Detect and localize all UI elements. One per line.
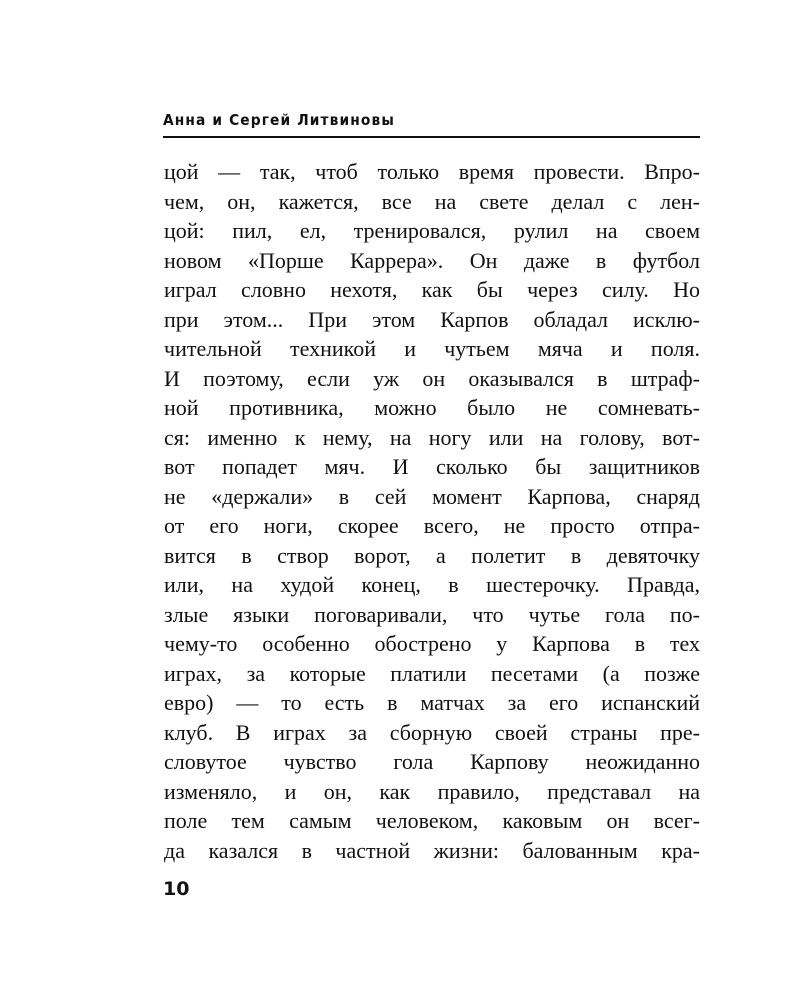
body-text (164, 157, 700, 865)
text-line: от его ноги, скорее всего, не просто отпра- (164, 513, 700, 538)
header-rule (163, 136, 700, 138)
text-line: чему-то особенно обострено у Карпова в тех (164, 631, 700, 656)
text-line: изменяло, и он, как правило, представал на (164, 778, 700, 804)
text-line: да казался в частной жизни: балованным кра- (164, 837, 700, 863)
text-line: вот попадет мяч. И сколько бы защитников (164, 454, 700, 479)
text-line: чем, он, кажется, все на свете делал с лен- (164, 188, 700, 214)
page-number: 10 (163, 878, 190, 900)
text-line: играл словно нехотя, как бы через силу. Но (164, 277, 700, 302)
text-line: цой: пил, ел, тренировался, рулил на своем (164, 218, 700, 243)
text-line: клуб. В играх за сборную своей страны пре- (164, 719, 700, 745)
text-line: не «держали» в сей момент Карпова, снаряд (164, 483, 700, 509)
text-line: цой — так, чтоб только время провести. Впро- (164, 159, 700, 184)
text-line: поле тем самым человеком, каковым он всег- (164, 808, 700, 833)
text-line: И поэтому, если уж он оказывался в штраф- (164, 365, 700, 391)
text-line: евро) — то есть в матчах за его испанский (164, 690, 700, 715)
text-line: ной противника, можно было не сомневать- (164, 395, 700, 420)
text-line: новом «Порше Каррера». Он даже в футбол (164, 247, 700, 273)
text-line: словутое чувство гола Карпову неожиданно (164, 749, 700, 774)
text-line: или, на худой конец, в шестерочку. Правда, (164, 572, 700, 597)
text-line: вится в створ ворот, а полетит в девяточку (164, 542, 700, 568)
text-line: при этом... При этом Карпов обладал исклю- (164, 306, 700, 332)
text-line: ся: именно к нему, на ногу или на голову, вот- (164, 424, 700, 450)
text-line: играх, за которые платили песетами (а позже (164, 660, 700, 686)
running-head-title: Анна и Сергей Литвиновы (163, 111, 395, 129)
text-line: злые языки поговаривали, что чутье гола по- (164, 601, 700, 627)
text-line: чительной техникой и чутьем мяча и поля. (164, 336, 700, 361)
